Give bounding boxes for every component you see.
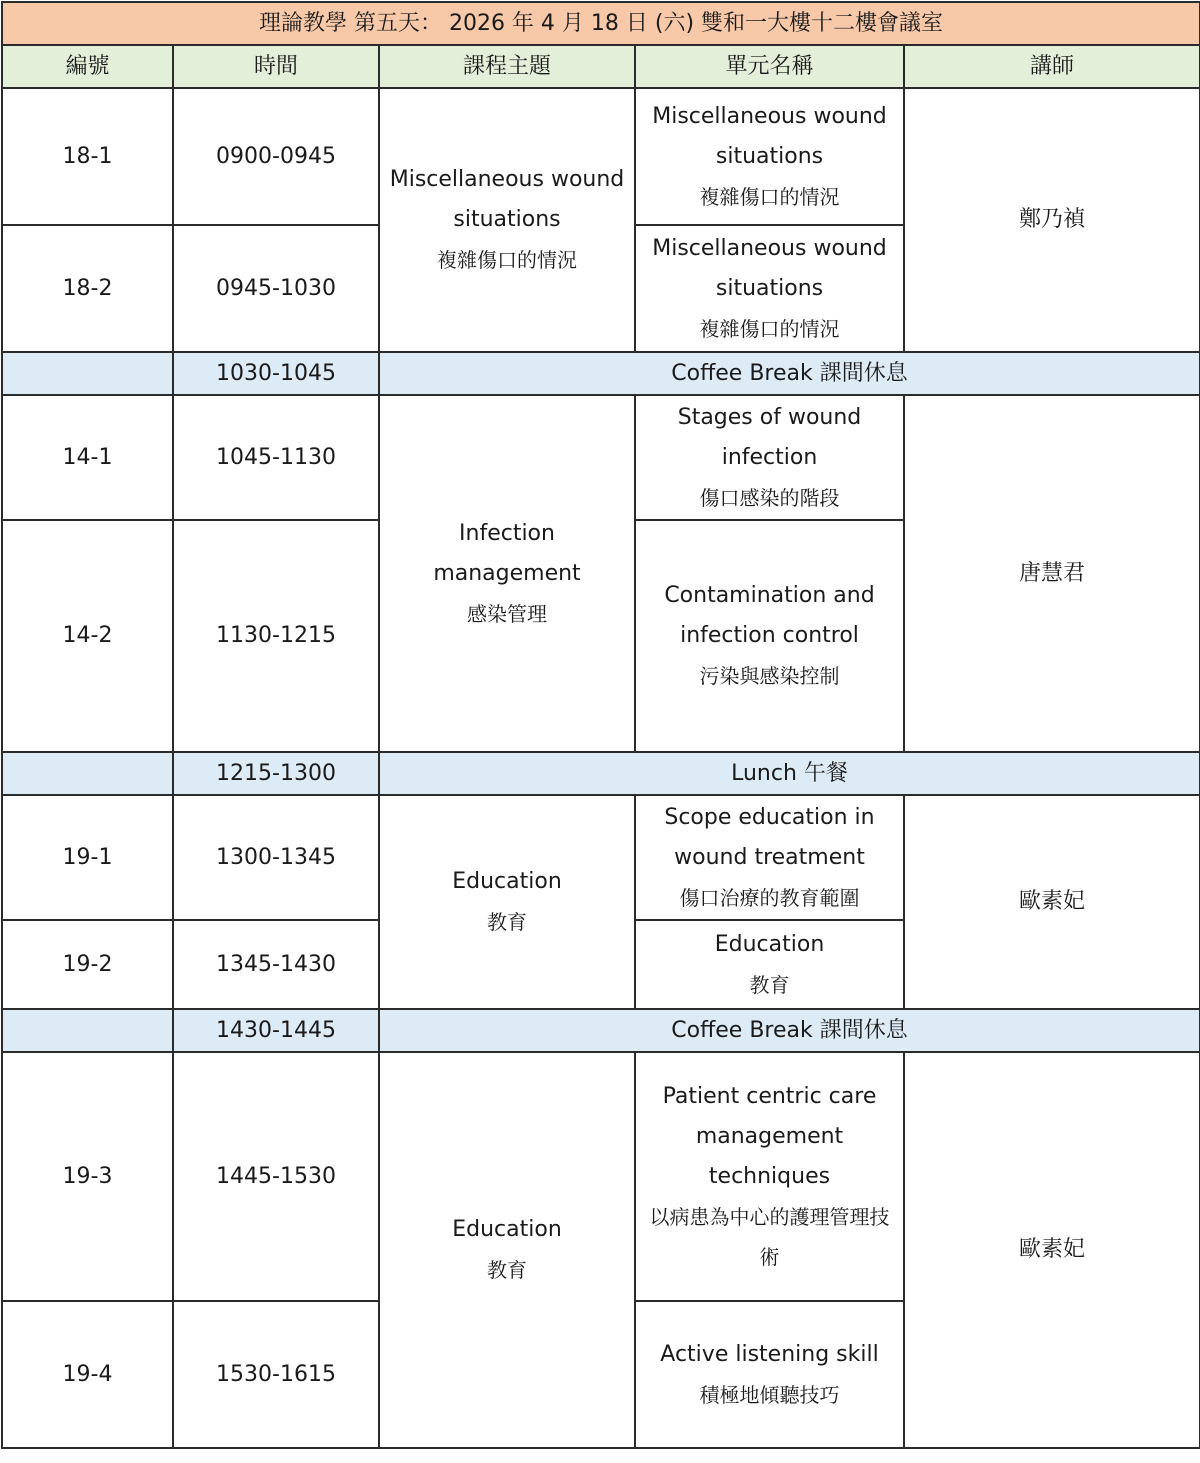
break-row (2, 752, 1200, 795)
session-time: 0945-1030 (173, 225, 379, 352)
session-id: 19-1 (2, 795, 173, 920)
table-row (2, 795, 1200, 920)
session-time: 1445-1530 (173, 1052, 379, 1301)
course-topic (379, 88, 635, 352)
session-id: 19-2 (2, 920, 173, 1009)
break-id-empty (2, 352, 173, 395)
unit-name (635, 520, 904, 752)
unit-zh: 傷口感染的階段 (699, 485, 840, 510)
unit-en: Patient centric care management techniques (662, 1083, 877, 1189)
session-id: 18-2 (2, 225, 173, 352)
unit-en: Active listening skill (660, 1341, 879, 1367)
session-id: 19-3 (2, 1052, 173, 1301)
unit-zh: 教育 (749, 972, 790, 997)
break-label: Coffee Break 課間休息 (379, 352, 1200, 395)
topic-zh: 教育 (487, 1258, 527, 1282)
unit-name (635, 88, 904, 225)
course-topic (379, 1052, 635, 1448)
unit-name (635, 920, 904, 1009)
unit-name (635, 795, 904, 920)
session-time: 0900-0945 (173, 88, 379, 225)
unit-zh: 以病患為中心的護理管理技術 (649, 1204, 890, 1269)
schedule-table (1, 1, 1200, 1449)
page-title: 理論教學 第五天： 2026 年 4 月 18 日 (六) 雙和一大樓十二樓會議室 (2, 2, 1200, 45)
session-time: 1530-1615 (173, 1301, 379, 1448)
unit-zh: 污染與感染控制 (699, 664, 840, 688)
break-id-empty (2, 1009, 173, 1052)
instructor: 歐素妃 (904, 1052, 1200, 1448)
topic-en: Infection management (433, 520, 581, 586)
break-id-empty (2, 752, 173, 795)
session-time: 1345-1430 (173, 920, 379, 1009)
unit-name (635, 1301, 904, 1448)
break-label: Lunch 午餐 (379, 752, 1200, 795)
topic-zh: 感染管理 (467, 601, 547, 626)
unit-en: Contamination and infection control (664, 583, 875, 648)
unit-name (635, 1052, 904, 1301)
session-id: 14-1 (2, 395, 173, 520)
break-row (2, 1009, 1200, 1052)
unit-zh: 傷口治療的教育範圍 (679, 885, 860, 910)
session-id: 19-4 (2, 1301, 173, 1448)
header-id: 編號 (2, 45, 173, 88)
unit-name (635, 225, 904, 352)
break-label: Coffee Break 課間休息 (379, 1009, 1200, 1052)
table-row (2, 88, 1200, 225)
topic-zh: 複雜傷口的情況 (437, 248, 577, 272)
session-id: 18-1 (2, 88, 173, 225)
title-row (2, 2, 1200, 45)
break-time: 1215-1300 (173, 752, 379, 795)
header-topic: 課程主題 (379, 45, 635, 88)
unit-zh: 積極地傾聽技巧 (699, 1382, 840, 1407)
session-time: 1130-1215 (173, 520, 379, 752)
header-unit: 單元名稱 (635, 45, 904, 88)
table-row (2, 1052, 1200, 1301)
topic-en: Education (452, 869, 562, 894)
unit-en: Miscellaneous wound situations (652, 235, 887, 301)
header-time: 時間 (173, 45, 379, 88)
session-id: 14-2 (2, 520, 173, 752)
instructor: 唐慧君 (904, 395, 1200, 752)
course-topic (379, 395, 635, 752)
unit-zh: 複雜傷口的情況 (699, 316, 840, 341)
session-time: 1045-1130 (173, 395, 379, 520)
break-time: 1030-1045 (173, 352, 379, 395)
unit-en: Education (714, 931, 825, 957)
break-row (2, 352, 1200, 395)
topic-zh: 教育 (487, 910, 527, 934)
unit-en: Stages of wound infection (677, 404, 862, 470)
topic-en: Miscellaneous wound situations (389, 167, 625, 232)
unit-name (635, 395, 904, 520)
unit-zh: 複雜傷口的情況 (699, 184, 840, 209)
course-topic (379, 795, 635, 1009)
instructor: 鄭乃禎 (904, 88, 1200, 352)
instructor: 歐素妃 (904, 795, 1200, 1009)
header-instructor: 講師 (904, 45, 1200, 88)
break-time: 1430-1445 (173, 1009, 379, 1052)
table-row (2, 395, 1200, 520)
unit-en: Miscellaneous wound situations (652, 103, 887, 169)
topic-en: Education (452, 1217, 562, 1242)
unit-en: Scope education in wound treatment (664, 804, 875, 870)
session-time: 1300-1345 (173, 795, 379, 920)
header-row (2, 45, 1200, 88)
